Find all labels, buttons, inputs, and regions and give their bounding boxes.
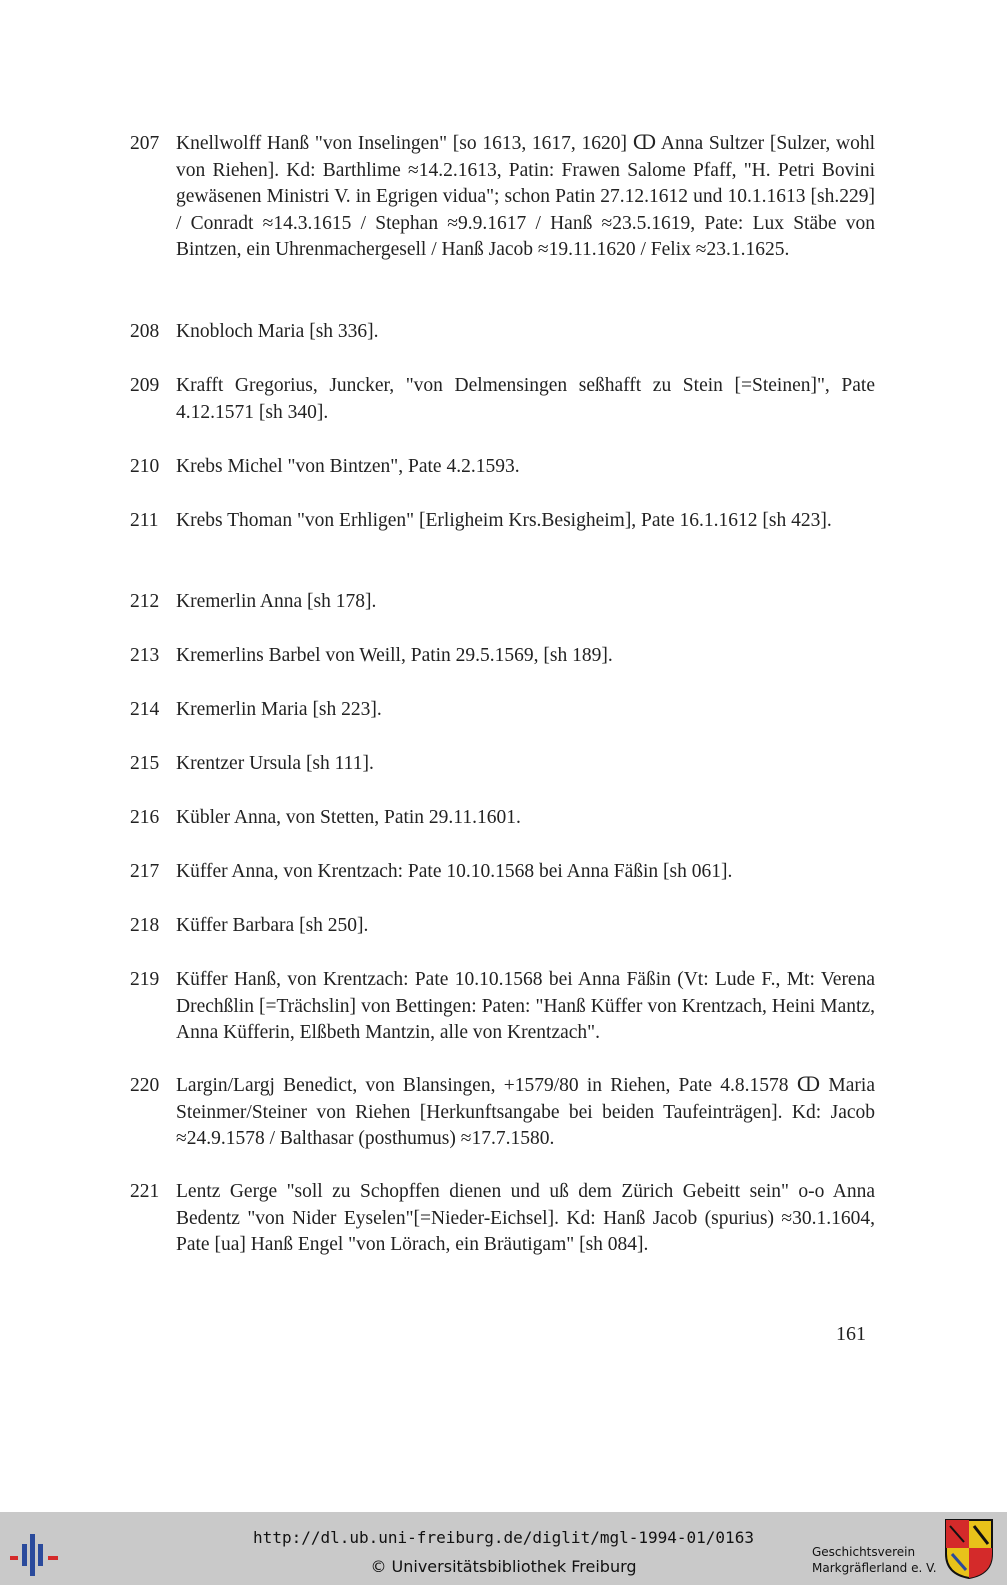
entry-number: 208 [130, 321, 160, 342]
entry-text: Küffer Anna, von Krentzach: Pate 10.10.1568 bei Anna Fäßin [sh 061]. [176, 861, 733, 882]
entry-number: 220 [130, 1075, 160, 1096]
entry-number: 215 [130, 753, 160, 774]
entry-number: 218 [130, 915, 160, 936]
entry-text: Küffer Hanß, von Krentzach: Pate 10.10.1568 bei Anna Fäßin (Vt: Lude F., Mt: Verena Drechßlin [=Trächslin] von Bettingen: Paten: "Hanß Küffer von Krentzach, Heini Mantz, Anna Küfferin, Elßbeth Mantzin, alle von Krentzach". [176, 969, 875, 1044]
entry-219 [130, 967, 875, 1047]
entry-217 [130, 859, 875, 886]
entry-number: 219 [130, 969, 160, 990]
permalink-url[interactable]: http://dl.ub.uni-freiburg.de/diglit/mgl-1994-01/0163 [253, 1528, 754, 1547]
entry-text: Lentz Gerge "soll zu Schopffen dienen und uß dem Zürich Gebeitt sein" o-o Anna Bedentz "von Nider Eyselen"[=Nieder-Eichsel]. Kd: Hanß Jacob (spurius) ≈30.1.1604, Pate [ua] Hanß Engel "von Lörach, ein Bräutigam" [sh 084]. [176, 1181, 875, 1256]
society-line-2: Markgräflerland e. V. [812, 1561, 937, 1575]
entry-215 [130, 751, 875, 778]
entry-220 [130, 1073, 875, 1153]
entry-text: Kremerlin Maria [sh 223]. [176, 699, 382, 720]
entry-text: Küffer Barbara [sh 250]. [176, 915, 369, 936]
entry-text: Krebs Thoman "von Erhligen" [Erligheim Krs.Besigheim], Pate 16.1.1612 [sh 423]. [176, 510, 832, 531]
society-line-1: Geschichtsverein [812, 1545, 916, 1559]
entry-text: Kremerlins Barbel von Weill, Patin 29.5.1569, [sh 189]. [176, 645, 613, 666]
entry-number: 211 [130, 510, 159, 531]
entry-number: 209 [130, 375, 160, 396]
entry-214 [130, 697, 875, 724]
entry-207 [130, 131, 875, 264]
footer-bar [0, 1512, 1007, 1585]
entry-text: Kübler Anna, von Stetten, Patin 29.11.1601. [176, 807, 521, 828]
entry-text: Knellwolff Hanß "von Inselingen" [so 1613, 1617, 1620] ↀ Anna Sultzer [Sulzer, wohl von Riehen]. Kd: Barthlime ≈14.2.1613, Patin: Frawen Salome Pfaff, "H. Petri Bovini gewäsenen Ministri V. in Egrigen vidua"; schon Patin 27.12.1612 und 10.1.1613 [sh.229] / Conradt ≈14.3.1615 / Stephan ≈9.9.1617 / Hanß ≈23.5.1619, Pate: Lux Stäbe von Bintzen, ein Uhrenmachergesell / Hanß Jacob ≈19.11.1620 / Felix ≈23.1.1625. [176, 133, 875, 261]
entry-211 [130, 508, 875, 535]
copyright-text: © Universitätsbibliothek Freiburg [370, 1557, 637, 1576]
entry-212 [130, 589, 875, 616]
entry-210 [130, 454, 875, 481]
entry-text: Knobloch Maria [sh 336]. [176, 321, 379, 342]
society-name [812, 1544, 937, 1576]
entry-number: 207 [130, 133, 160, 154]
entry-number: 210 [130, 456, 160, 477]
entry-216 [130, 805, 875, 832]
entry-209 [130, 373, 875, 426]
entry-text: Krafft Gregorius, Juncker, "von Delmensingen seßhafft zu Stein [=Steinen]", Pate 4.12.1571 [sh 340]. [176, 375, 875, 423]
entry-text: Kremerlin Anna [sh 178]. [176, 591, 377, 612]
entry-221 [130, 1179, 875, 1259]
entry-213 [130, 643, 875, 670]
entry-text: Krebs Michel "von Bintzen", Pate 4.2.1593. [176, 456, 520, 477]
entry-text: Krentzer Ursula [sh 111]. [176, 753, 374, 774]
entry-number: 213 [130, 645, 160, 666]
page-number: 161 [836, 1323, 866, 1345]
entry-number: 217 [130, 861, 160, 882]
entry-number: 214 [130, 699, 160, 720]
entry-208 [130, 319, 875, 346]
entry-number: 212 [130, 591, 160, 612]
entry-text: Largin/Largj Benedict, von Blansingen, +1579/80 in Riehen, Pate 4.8.1578 ↀ Maria Steinmer/Steiner von Riehen [Herkunftsangabe bei beiden Taufeinträgen]. Kd: Jacob ≈24.9.1578 / Balthasar (posthumus) ≈17.7.1580. [176, 1075, 875, 1150]
entry-218 [130, 913, 875, 940]
entry-number: 216 [130, 807, 160, 828]
coat-of-arms-icon [944, 1518, 994, 1580]
entry-number: 221 [130, 1181, 160, 1202]
